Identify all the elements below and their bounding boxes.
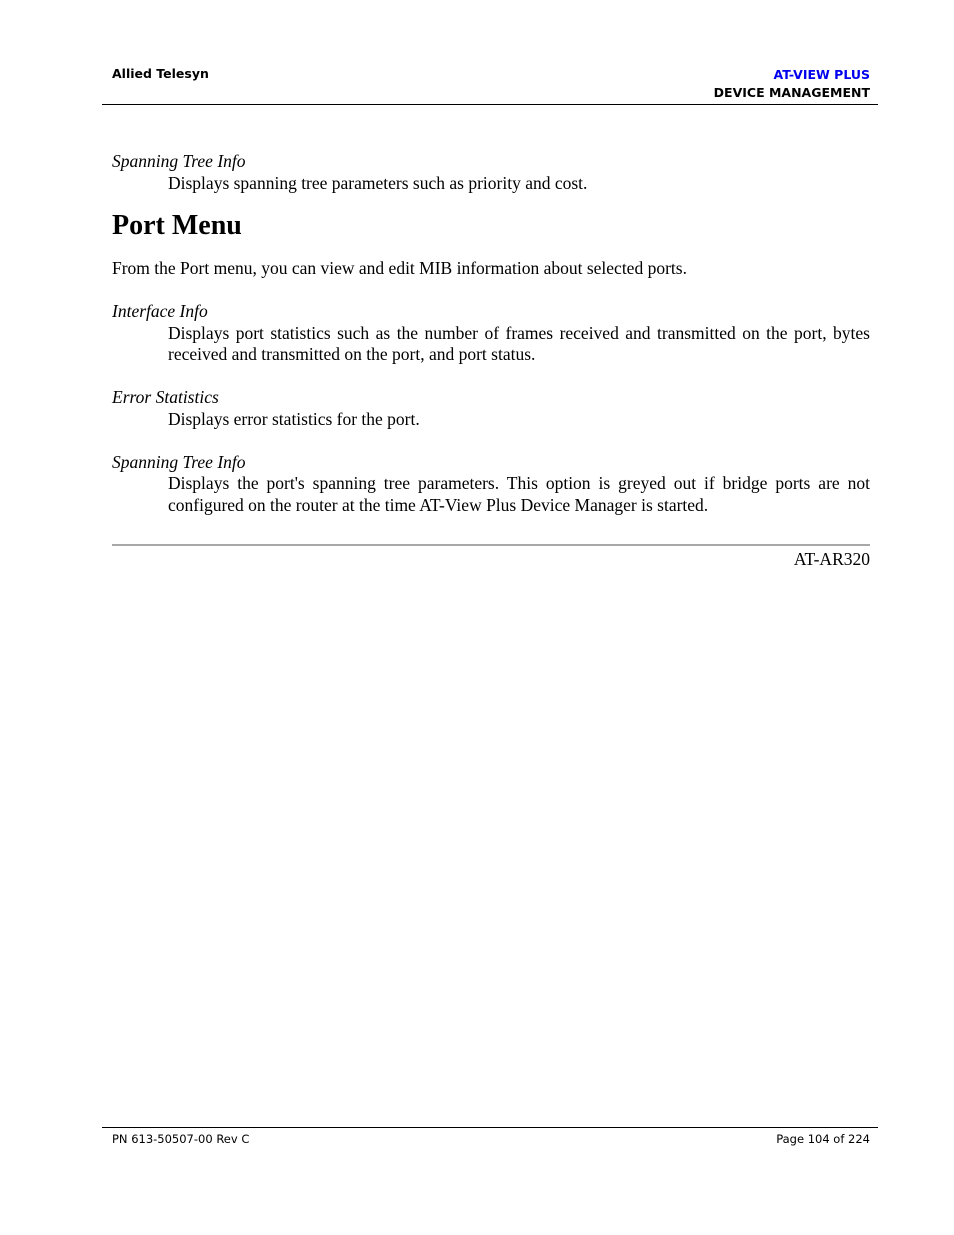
footer-divider xyxy=(102,1127,878,1128)
description-spanning-tree-info: Displays spanning tree parameters such as priority and cost. xyxy=(168,172,588,193)
footer-part-number: PN 613-50507-00 Rev C xyxy=(112,1132,250,1146)
section-divider xyxy=(112,544,870,546)
page-content xyxy=(112,151,870,516)
term-spanning-tree-info: Spanning Tree Info xyxy=(112,151,246,171)
description-interface-info: Displays port statistics such as the number of frames received and transmitted on the port, bytes received and transmitted on the port, and port status. xyxy=(168,322,870,364)
description-port-spanning-tree-info: Displays the port's spanning tree parameters. This option is greyed out if bridge ports are not configured on the router at the time AT-View Plus Device Manager is started. xyxy=(168,473,870,515)
section-heading-port-menu: Port Menu xyxy=(112,210,242,241)
port-menu-intro: From the Port menu, you can view and edit MIB information about selected ports. xyxy=(112,258,687,278)
description-error-statistics: Displays error statistics for the port. xyxy=(168,408,420,429)
header-company: Allied Telesyn xyxy=(112,66,209,81)
term-error-statistics: Error Statistics xyxy=(112,387,219,407)
header-right xyxy=(714,66,870,102)
header-section: DEVICE MANAGEMENT xyxy=(713,85,870,100)
header-divider xyxy=(102,104,878,105)
term-port-spanning-tree-info: Spanning Tree Info xyxy=(112,451,246,472)
footer-page-number: Page 104 of 224 xyxy=(776,1132,870,1146)
term-interface-info: Interface Info xyxy=(112,301,208,321)
header-product: AT-VIEW PLUS xyxy=(773,67,870,82)
model-label: AT-AR320 xyxy=(793,549,870,569)
